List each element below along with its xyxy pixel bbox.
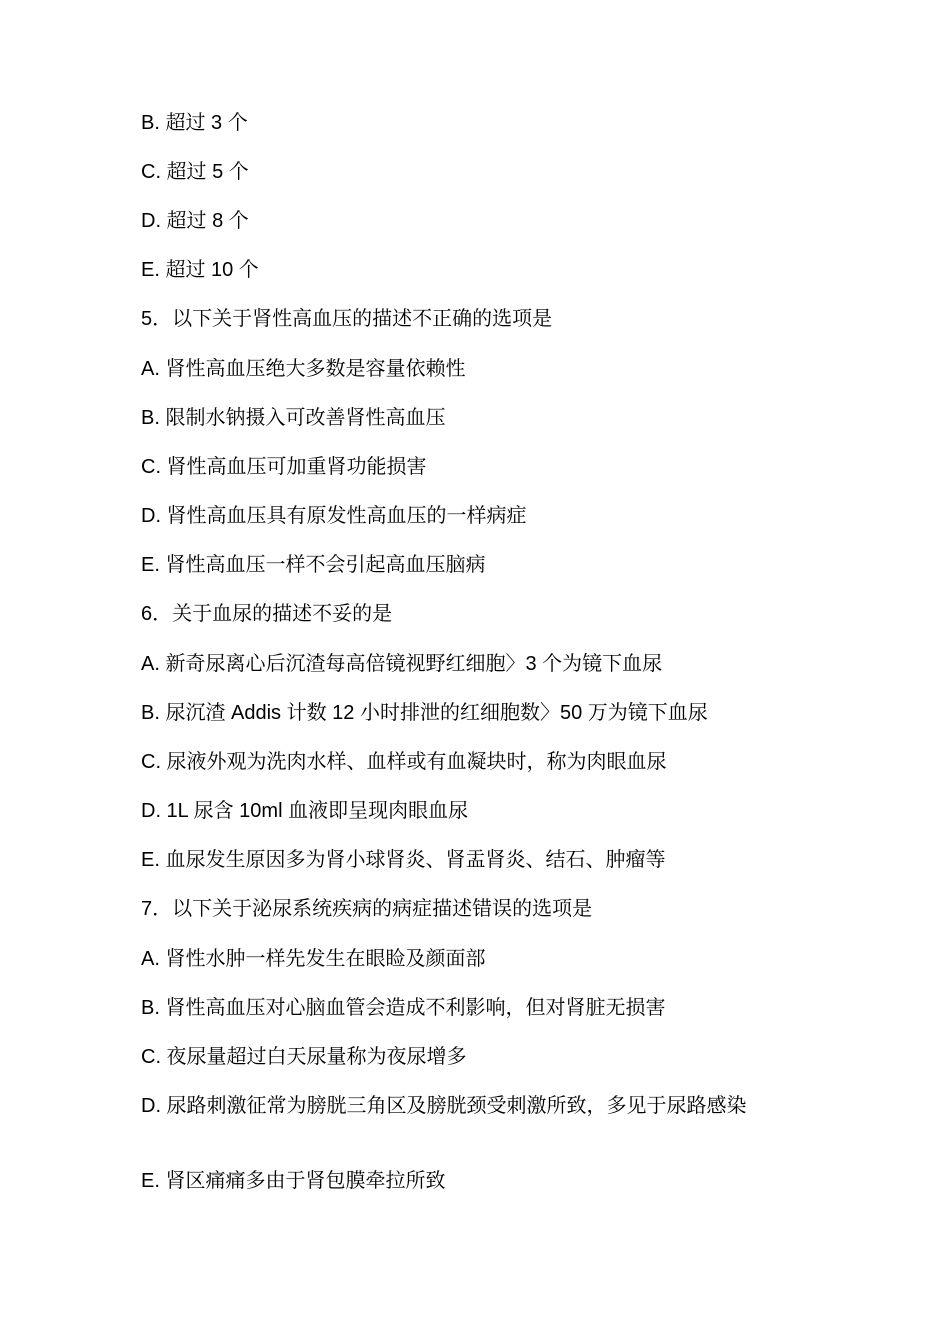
option-line: B. 超过 3 个	[141, 112, 248, 134]
option-line: B. 尿沉渣 Addis 计数 12 小时排泄的红细胞数〉50 万为镜下血尿	[141, 702, 708, 724]
option-line: D. 尿路刺激征常为膀胱三角区及膀胱颈受刺激所致，多见于尿路感染	[141, 1095, 747, 1117]
option-line: C. 尿液外观为洗肉水样、血样或有血凝块时，称为肉眼血尿	[141, 751, 667, 773]
option-line: E. 血尿发生原因多为肾小球肾炎、肾盂肾炎、结石、肿瘤等	[141, 849, 666, 871]
option-line: B. 限制水钠摄入可改善肾性高血压	[141, 407, 446, 429]
option-line: D. 肾性高血压具有原发性高血压的一样病症	[141, 505, 527, 527]
option-line: A. 肾性高血压绝大多数是容量依赖性	[141, 358, 466, 380]
option-line: D. 1L 尿含 10ml 血液即呈现肉眼血尿	[141, 800, 469, 822]
option-line: C. 夜尿量超过白天尿量称为夜尿增多	[141, 1046, 467, 1068]
question-line: 6．关于血尿的描述不妥的是	[141, 603, 393, 625]
option-line: C. 肾性高血压可加重肾功能损害	[141, 456, 427, 478]
option-line: B. 肾性高血压对心脑血管会造成不利影响，但对肾脏无损害	[141, 997, 666, 1019]
option-line: E. 肾区痛痛多由于肾包膜牵拉所致	[141, 1170, 446, 1192]
question-line: 7．以下关于泌尿系统疾病的病症描述错误的选项是	[141, 898, 593, 920]
option-line: E. 超过 10 个	[141, 259, 259, 281]
option-line: E. 肾性高血压一样不会引起高血压脑病	[141, 554, 486, 576]
option-line: A. 肾性水肿一样先发生在眼睑及颜面部	[141, 948, 486, 970]
question-line: 5．以下关于肾性高血压的描述不正确的选项是	[141, 308, 553, 330]
option-line: D. 超过 8 个	[141, 210, 249, 232]
option-line: A. 新奇尿离心后沉渣每高倍镜视野红细胞〉3 个为镜下血尿	[141, 653, 663, 675]
option-line: C. 超过 5 个	[141, 161, 249, 183]
